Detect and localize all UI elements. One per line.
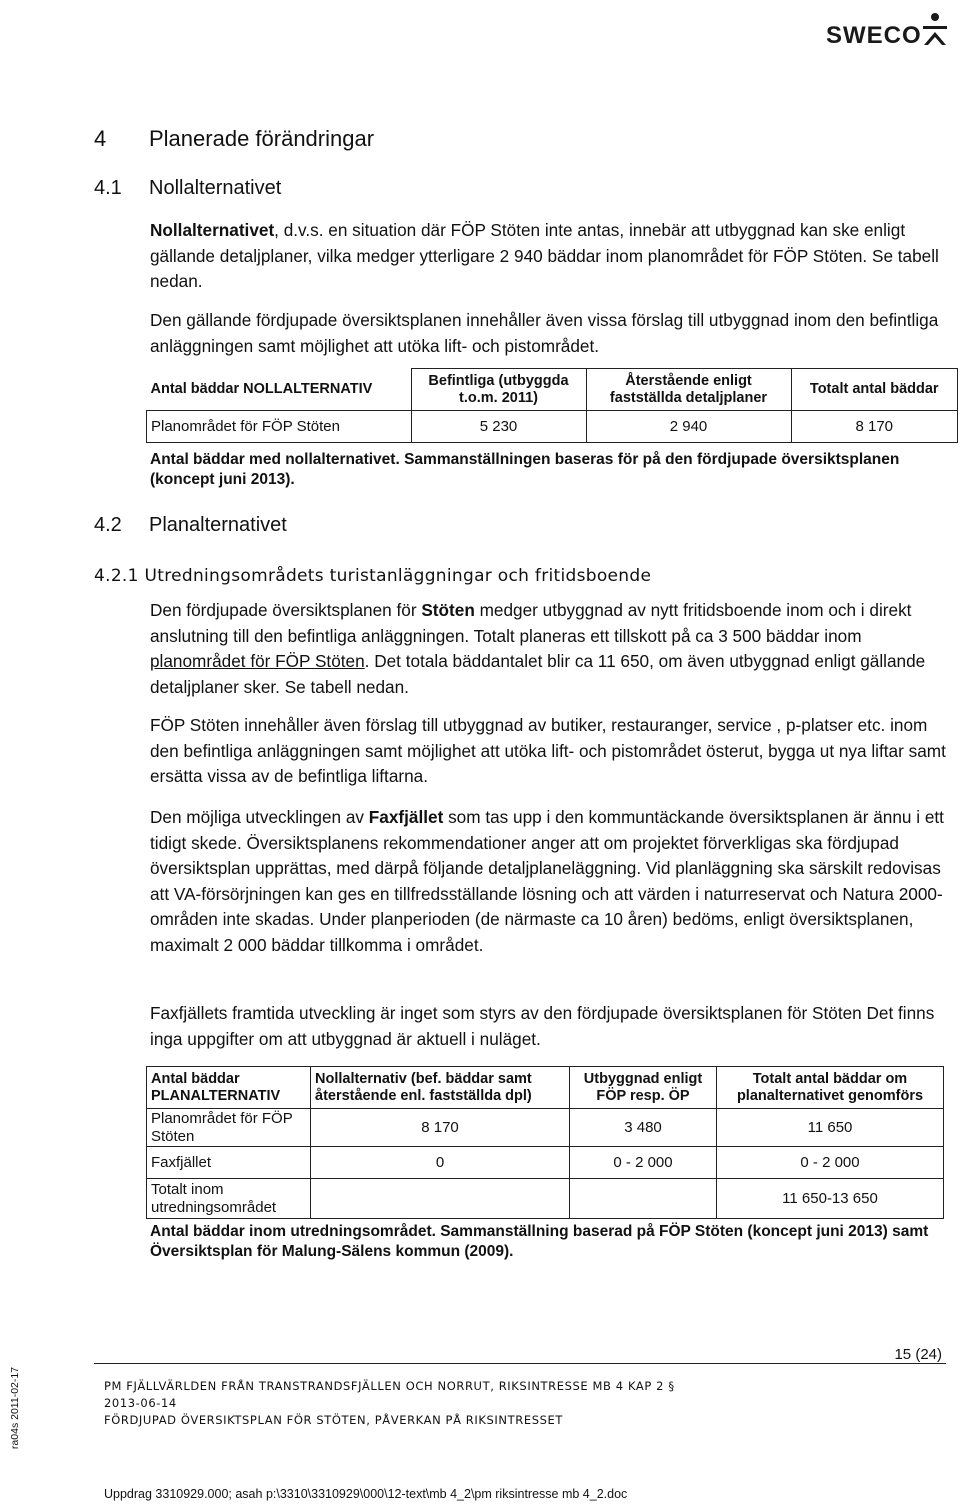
table1-value-existing: 5 230 [411, 411, 586, 443]
section-4-heading: 4 Planerade förändringar [94, 126, 375, 151]
table2-cell: 0 - 2 000 [717, 1147, 944, 1179]
table2-cell [311, 1179, 570, 1219]
table1-value-total: 8 170 [791, 411, 958, 443]
table1-header-label: Antal bäddar NOLLALTERNATIV [147, 369, 412, 411]
sweco-figure-icon [921, 12, 949, 48]
table1-row-label: Planområdet för FÖP Stöten [147, 411, 412, 443]
section-4-2-1-heading: 4.2.1 Utredningsområdets turistanläggningar och fritidsboende [94, 566, 652, 586]
table2-row-label: Faxfjället [147, 1147, 311, 1179]
nollalternativ-paragraph-2: Den gällande fördjupade översiktsplanen innehåller även vissa förslag till utbyggnad inom den befintliga anläggningen samt möjlighet att utöka lift- och pistområdet. [150, 310, 939, 356]
footer-title: PM FJÄLLVÄRLDEN FRÅN TRANSTRANDSFJÄLLEN OCH NORRUT, RIKSINTRESSE MB 4 KAP 2 § [104, 1379, 675, 1393]
table2-cell: 0 - 2 000 [570, 1147, 717, 1179]
planalternativ-paragraph-2: FÖP Stöten innehåller även förslag till utbyggnad av butiker, restauranger, service , p-platser etc. inom den befintliga anläggningen samt möjlighet att utöka lift- och pistområdet österut, bygga ut nya liftar samt ersätta vissa av de befintliga liftarna. [150, 715, 946, 786]
footer-subtitle: FÖRDJUPAD ÖVERSIKTSPLAN FÖR STÖTEN, PÅVERKAN PÅ RIKSINTRESSET [104, 1413, 563, 1427]
nollalternativ-table [146, 368, 958, 443]
table2-cell: 3 480 [570, 1109, 717, 1147]
logo-text: SWECO [826, 22, 922, 49]
table2-cell: 0 [311, 1147, 570, 1179]
table2-row-label: Totalt inom utredningsområdet [147, 1179, 311, 1219]
table-row [147, 1147, 944, 1179]
planalternativ-table [146, 1066, 944, 1219]
nollalternativ-paragraph-1: Nollalternativet, d.v.s. en situation där FÖP Stöten inte antas, innebär att utbyggnad kan ske enligt gällande detaljplaner, vilka medger ytterligare 2 940 bäddar inom planområdet för FÖP Stöten. Se tabell nedan. [150, 220, 939, 291]
table1-header-existing: Befintliga (utbyggda t.o.m. 2011) [411, 369, 586, 411]
table1-value-remaining: 2 940 [586, 411, 791, 443]
planalternativ-paragraph-3: Den möjliga utvecklingen av Faxfjället som tas upp i den kommuntäckande översiktsplanen är ännu i ett tidigt skede. Översiktsplanens rekommendationer anger att om projektet förverkligas ska fördjupad översiktsplan upprättas, med därpå följande detaljplaneläggning. Vid planläggning ska särskilt redovisas att VA-försörjningen kan ges en tillfredsställande lösning och att värden i naturreservat och Natura 2000-områden inte skadas. Under planperioden (de närmaste ca 10 åren) bedöms, enligt översiktsplanen, maximalt 2 000 bäddar tillkomma i området. [150, 807, 944, 955]
footer-date: 2013-06-14 [104, 1396, 177, 1410]
table2-row-label: Planområdet för FÖP Stöten [147, 1109, 311, 1147]
page-number: 15 (24) [894, 1346, 942, 1363]
table1-header-total: Totalt antal bäddar [791, 369, 958, 411]
table1-caption: Antal bäddar med nollalternativet. Sammanställningen baseras för på den fördjupade översiktsplanen (koncept juni 2013). [150, 451, 900, 488]
table-row [147, 1109, 944, 1147]
table-row [147, 1179, 944, 1219]
planalternativ-paragraph-1: Den fördjupade översiktsplanen för Stöten medger utbyggnad av nytt fritidsboende inom och i direkt anslutning till den befintliga anläggningen. Totalt planeras ett tillskott på ca 3 500 bäddar inom planområdet för FÖP Stöten. Det totala bäddantalet blir ca 11 650, om även utbyggnad enligt gällande detaljplaner sker. Se tabell nedan. [150, 600, 926, 697]
table2-cell: 11 650-13 650 [717, 1179, 944, 1219]
table2-cell: 11 650 [717, 1109, 944, 1147]
table2-caption: Antal bäddar inom utredningsområdet. Sammanställning baserad på FÖP Stöten (koncept juni 2013) samt Översiktsplan för Malung-Sälens kommun (2009). [150, 1223, 929, 1260]
table2-header-label: Antal bäddar PLANALTERNATIV [147, 1067, 311, 1109]
section-4-1-heading: 4.1 Nollalternativet [94, 177, 282, 199]
footer-divider [94, 1363, 946, 1364]
section-4-2-heading: 4.2 Planalternativet [94, 514, 287, 536]
table1-header-remaining: Återstående enligt fastställda detaljplaner [586, 369, 791, 411]
side-template-tag: ra04s 2011-02-17 [9, 1366, 22, 1450]
table2-cell: 8 170 [311, 1109, 570, 1147]
table2-header-nollalternativ: Nollalternativ (bef. bäddar samt återstående enl. fastställda dpl) [311, 1067, 570, 1109]
planalternativ-paragraph-4: Faxfjällets framtida utveckling är inget som styrs av den fördjupade översiktsplanen för Stöten Det finns inga uppgifter om att utbyggnad är aktuell i nuläget. [150, 1003, 935, 1049]
table2-cell [570, 1179, 717, 1219]
document-path: Uppdrag 3310929.000; asah p:\3310\3310929\000\12-text\mb 4_2\pm riksintresse mb 4_2.doc [104, 1487, 628, 1501]
table2-header-utbyggnad: Utbyggnad enligt FÖP resp. ÖP [570, 1067, 717, 1109]
table2-header-total: Totalt antal bäddar om planalternativet genomförs [717, 1067, 944, 1109]
sweco-logo [826, 8, 950, 52]
